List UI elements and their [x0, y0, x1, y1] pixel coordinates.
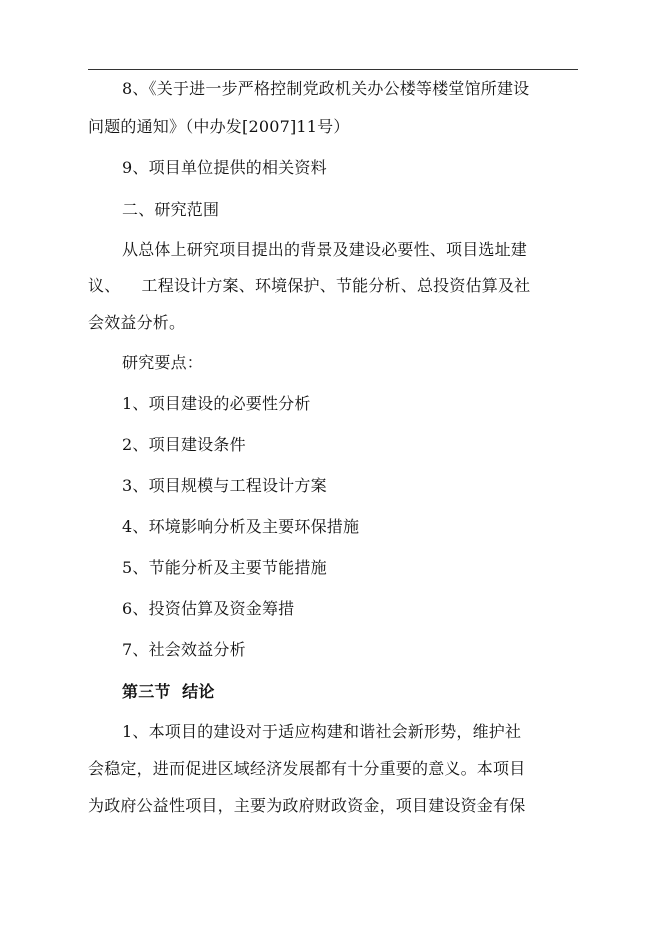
ref-item-8-cont: 问题的通知》（中办发[2007]11号） [88, 117, 350, 136]
conclusion-para-line-1: 1、本项目的建设对于适应构建和谐社会新形势，维护社 [122, 722, 522, 741]
header-rule [88, 69, 578, 70]
scope-para-line-1: 从总体上研究项目提出的背景及建设必要性、项目选址建 [122, 240, 528, 259]
ref-item-9: 9、项目单位提供的相关资料 [122, 158, 327, 177]
key-point-4: 4、环境影响分析及主要环保措施 [122, 517, 360, 536]
key-point-1: 1、项目建设的必要性分析 [122, 394, 311, 413]
key-point-7: 7、社会效益分析 [122, 640, 246, 659]
scope-para-line-3: 会效益分析。 [88, 313, 186, 332]
conclusion-para-line-2: 会稳定，进而促进区域经济发展都有十分重要的意义。本项目 [88, 759, 526, 778]
key-point-6: 6、投资估算及资金筹措 [122, 599, 295, 618]
section-heading-scope: 二、研究范围 [122, 200, 220, 219]
key-points-heading: 研究要点： [122, 353, 204, 372]
key-point-2: 2、项目建设条件 [122, 435, 246, 454]
section-title-conclusion: 第三节 结论 [122, 682, 215, 701]
key-point-5: 5、节能分析及主要节能措施 [122, 558, 327, 577]
ref-item-8: 8、《关于进一步严格控制党政机关办公楼等楼堂馆所建设 [122, 79, 530, 98]
scope-para-line-2: 议、 工程设计方案、环境保护、节能分析、总投资估算及社 [88, 276, 531, 295]
conclusion-para-line-3: 为政府公益性项目，主要为政府财政资金，项目建设资金有保 [88, 796, 526, 815]
key-point-3: 3、项目规模与工程设计方案 [122, 476, 327, 495]
